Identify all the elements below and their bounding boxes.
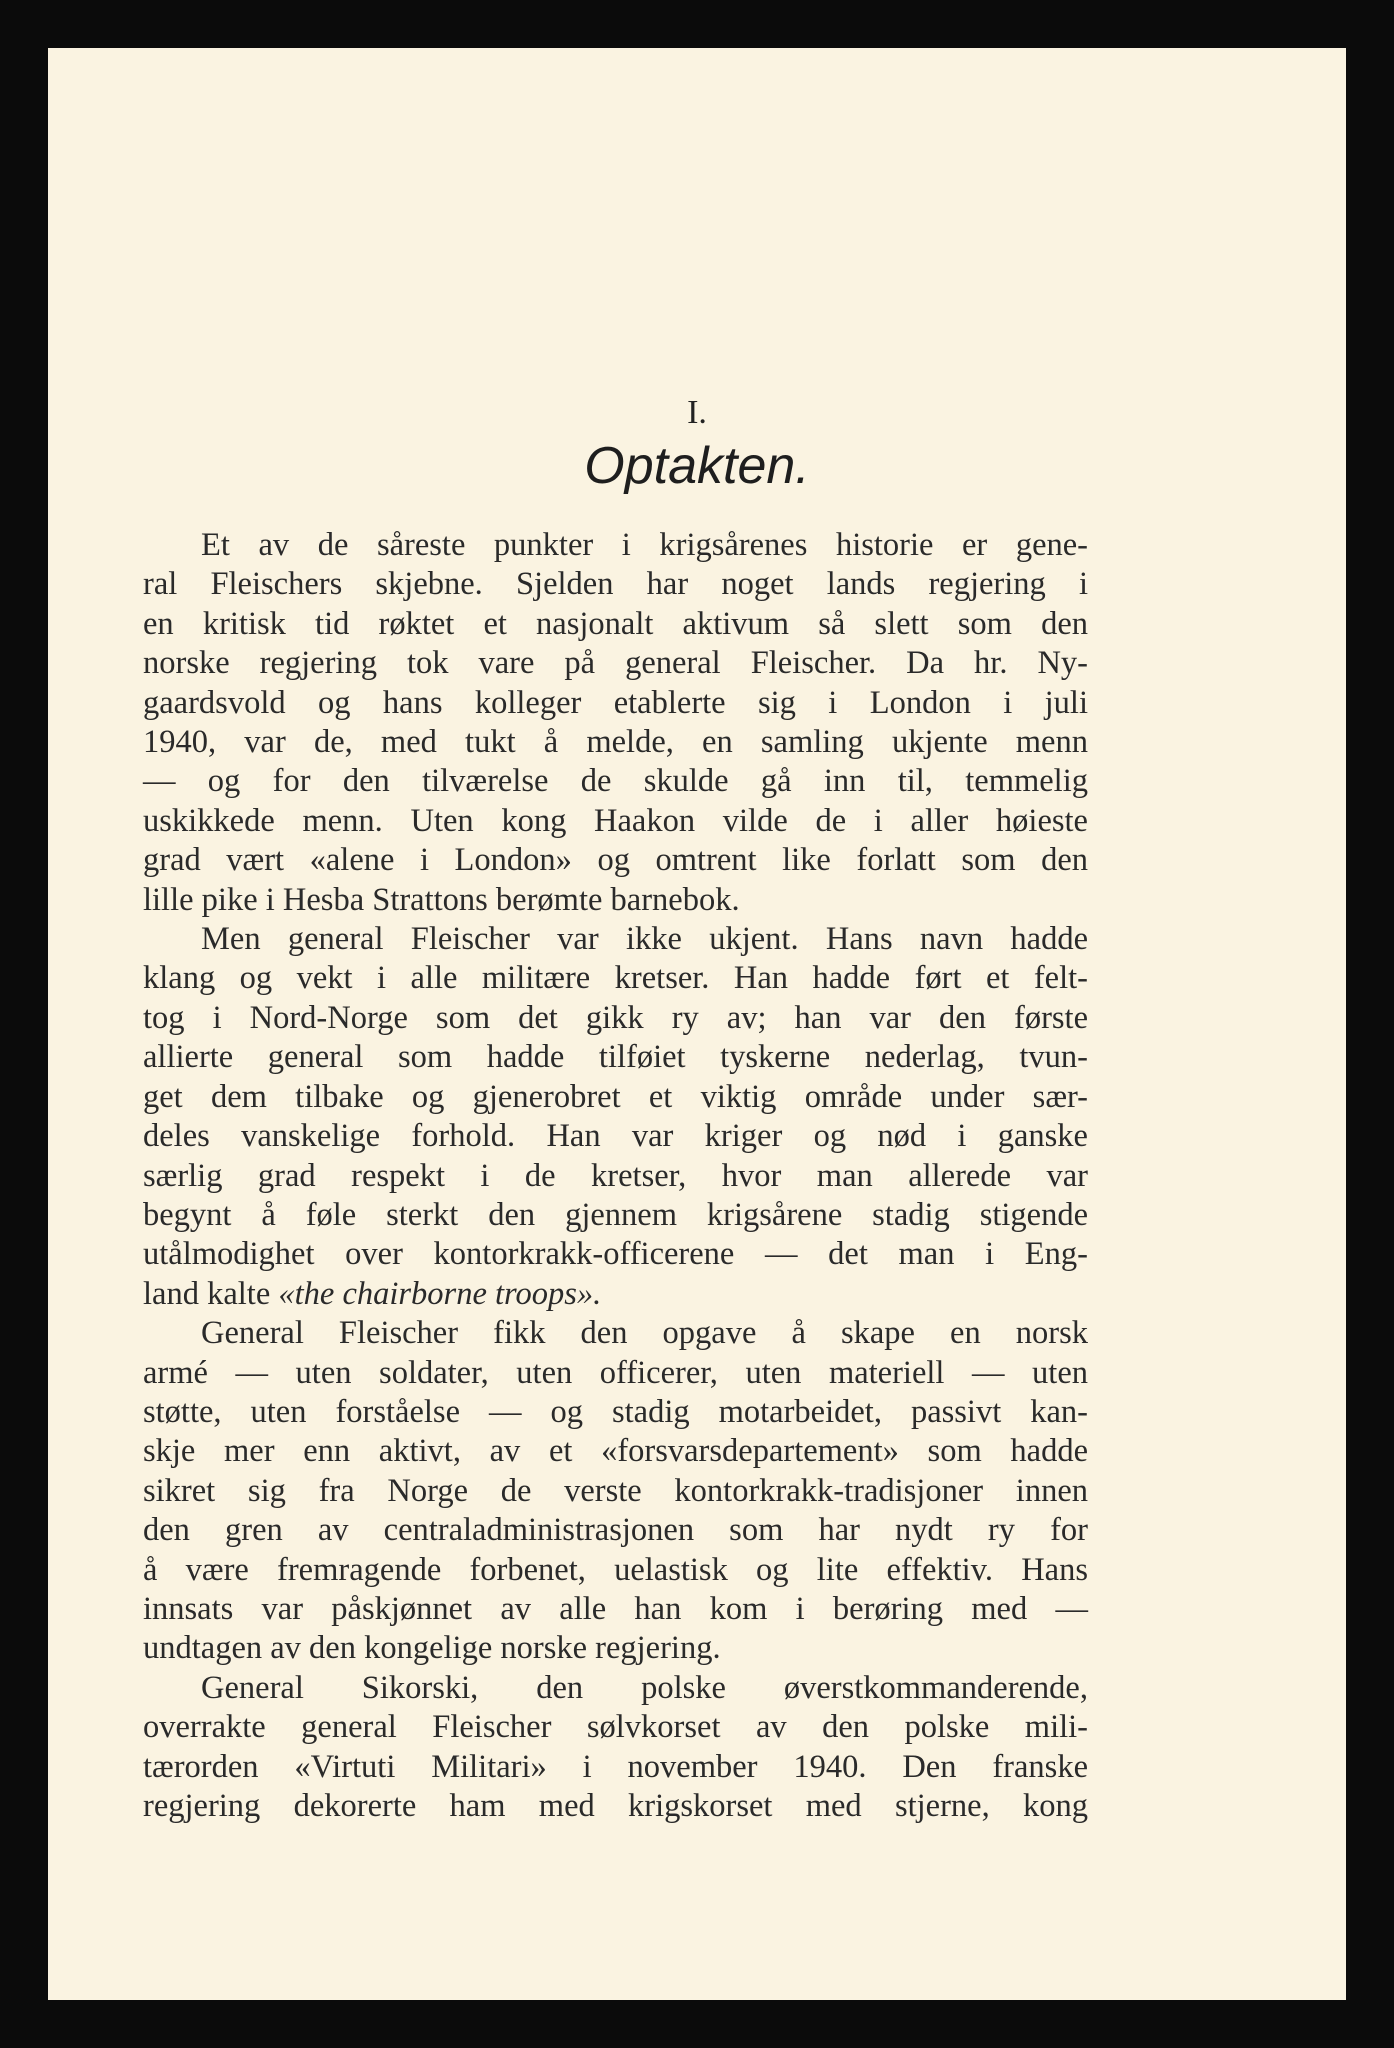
text-line: deles vanskelige forhold. Han var kriger og nød i ganske (143, 1118, 1088, 1155)
text-line: regjering dekorerte ham med krigskorset med stjerne, kong (143, 1788, 1088, 1824)
text-line: norske regjering tok vare på general Fleischer. Da hr. Ny- (143, 645, 1088, 682)
text-line: innsats var påskjønnet av alle han kom i berøring med — (143, 1590, 1088, 1627)
text-line: Men general Fleischer var ikke ukjent. Hans navn hadde (201, 921, 1088, 958)
text-line: en kritisk tid røktet et nasjonalt aktivum så slett som den (143, 605, 1088, 642)
text-line: å være fremragende forbenet, uelastisk og lite effektiv. Hans (143, 1551, 1088, 1588)
text-line: særlig grad respekt i de kretser, hvor man allerede var (143, 1157, 1088, 1194)
text-line: undtagen av den kongelige norske regjering. (143, 1630, 721, 1667)
text-line: utålmodighet over kontorkrakk-officerene — det man i Eng- (143, 1236, 1088, 1273)
text-line: get dem tilbake og gjenerobret et viktig område under sær- (143, 1078, 1088, 1115)
body-text (143, 526, 1088, 1826)
text-line: sikret sig fra Norge de verste kontorkrakk-tradisjoner innen (143, 1472, 1088, 1509)
text-line: overrakte general Fleischer sølvkorset av den polske mili- (143, 1709, 1088, 1746)
text-line: begynt å føle sterkt den gjennem krigsårene stadig stigende (143, 1196, 1088, 1233)
text-line: tærorden «Virtuti Militari» i november 1940. Den franske (143, 1748, 1088, 1785)
text-line: skje mer enn aktivt, av et «forsvarsdepartement» som hadde (143, 1433, 1088, 1470)
text-fragment: land kalte (143, 1275, 279, 1312)
text-line: General Sikorski, den polske øverstkommanderende, (201, 1669, 1088, 1706)
text-line (143, 1275, 1088, 1314)
text-line: den gren av centraladministrasjonen som har nydt ry for (143, 1512, 1088, 1549)
text-line: gaardsvold og hans kolleger etablerte sig i London i juli (143, 684, 1088, 721)
text-line: Et av de såreste punkter i krigsårenes historie er gene- (201, 527, 1088, 563)
text-line: — og for den tilværelse de skulde gå inn til, temmelig (143, 763, 1088, 800)
text-line: General Fleischer fikk den opgave å skape en norsk (201, 1315, 1088, 1352)
text-line: klang og vekt i alle militære kretser. Han hadde ført et felt- (143, 960, 1088, 997)
text-line: armé — uten soldater, uten officerer, uten materiell — uten (143, 1354, 1088, 1391)
text-line: 1940, var de, med tukt å melde, en samling ukjente menn (143, 724, 1088, 761)
chapter-number: I. (687, 394, 707, 431)
text-line: allierte general som hadde tilføiet tyskerne nederlag, tvun- (143, 1039, 1088, 1076)
text-line: lille pike i Hesba Strattons berømte barnebok. (143, 881, 740, 918)
italic-phrase: «the chairborne troops». (278, 1275, 602, 1312)
text-line: støtte, uten forståelse — og stadig motarbeidet, passivt kan- (143, 1393, 1088, 1430)
text-line: grad vært «alene i London» og omtrent like forlatt som den (143, 842, 1088, 879)
text-line: tog i Nord-Norge som det gikk ry av; han var den første (143, 999, 1088, 1036)
text-line: uskikkede menn. Uten kong Haakon vilde de i aller høieste (143, 802, 1088, 839)
chapter-title: Optakten. (584, 437, 810, 495)
text-line: ral Fleischers skjebne. Sjelden har noget lands regjering i (143, 566, 1088, 603)
document-page (48, 48, 1346, 2000)
